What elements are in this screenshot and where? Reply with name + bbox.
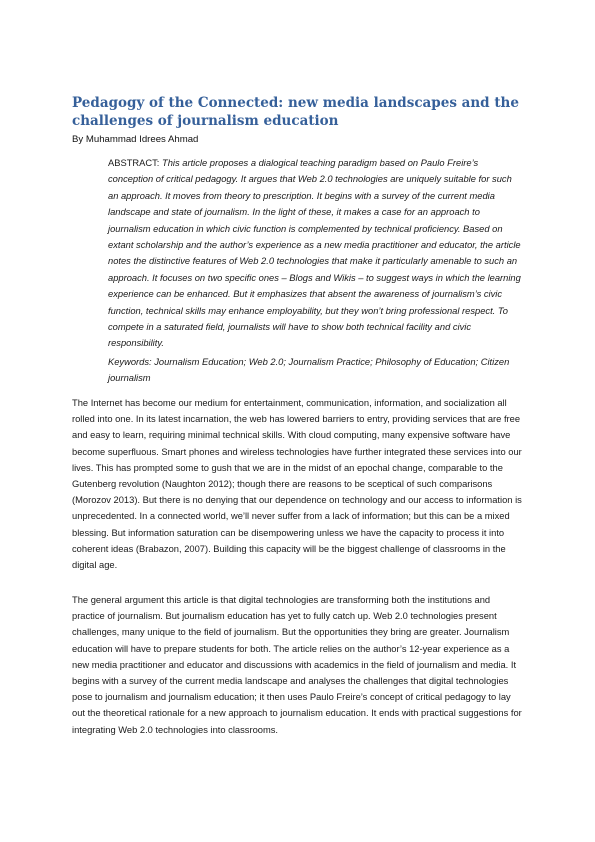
- author-byline: By Muhammad Idrees Ahmad: [72, 134, 199, 145]
- body-paragraph-1: The Internet has become our medium for entertainment, communication, information, and socialization all rolled into one. In its latest incarnation, the web has lowered barriers to entry, providing services that are free and easy to learn, requiring minimal technical skills. With cloud computing, many expensive software have become superfluous. Smart phones and wireless technologies have further integrated these services into our lives. This has prompted some to gush that we are in the midst of an epochal change, comparable to the Gutenberg revolution (Naughton 2012); though there are reasons to be sceptical of such comparisons (Morozov 2013). But there is no denying that our dependence on technology and our access to information is unprecedented. In a connected world, we’ll never suffer from a lack of information; but this can be a mixed blessing. But information saturation can be disempowering unless we have the capacity to process it into coherent ideas (Brabazon, 2007). Building this capacity will be the biggest challenge of classrooms in the digital age.: [72, 398, 522, 571]
- abstract: [108, 155, 524, 352]
- body-paragraph-2: The general argument this article is that digital technologies are transforming both the institutions and practice of journalism. But journalism education has yet to fully catch up. Web 2.0 technologies present challenges, many unique to the field of journalism. But the opportunities they bring are greater. Journalism education will have to prepare students for both. The article relies on the author’s 12-year experience as a new media practitioner and educator and discussions with academics in the field of journalism and media. It begins with a survey of the current media landscape and analyses the challenges that digital technologies pose to journalism and journalism education; it then uses Paulo Freire’s concept of critical pedagogy to lay out the theoretical rationale for a new approach to journalism education. It ends with practical suggestions for integrating Web 2.0 technologies into classrooms.: [72, 595, 522, 735]
- abstract-text: This article proposes a dialogical teaching paradigm based on Paulo Freire’s conception of critical pedagogy. It argues that Web 2.0 technologies are uniquely suitable for such an approach. It moves from theory to prescription. It begins with a survey of the current media landscape and state of journalism. In the light of these, it makes a case for an approach to journalism education in which civic function is complemented by technical proficiency. Based on extant scholarship and the author’s experience as a new media practitioner and educator, the article notes the distinctive features of Web 2.0 technologies that make it particularly amenable to such an approach. It focuses on two specific ones – Blogs and Wikis – to suggest ways in which the learning experience can be enhanced. But it emphasizes that absent the awareness of journalism’s civic function, technical skills may enhance employability, but they won’t bring professional respect. To compete in a saturated field, journalists will have to show both technical facility and civic responsibility.: [108, 158, 521, 349]
- abstract-label: ABSTRACT:: [108, 158, 160, 168]
- article-title: Pedagogy of the Connected: new media landscapes and the challenges of journalism education: [72, 95, 519, 129]
- keywords: Keywords: Journalism Education; Web 2.0; Journalism Practice; Philosophy of Education; Citizen journalism: [108, 357, 510, 384]
